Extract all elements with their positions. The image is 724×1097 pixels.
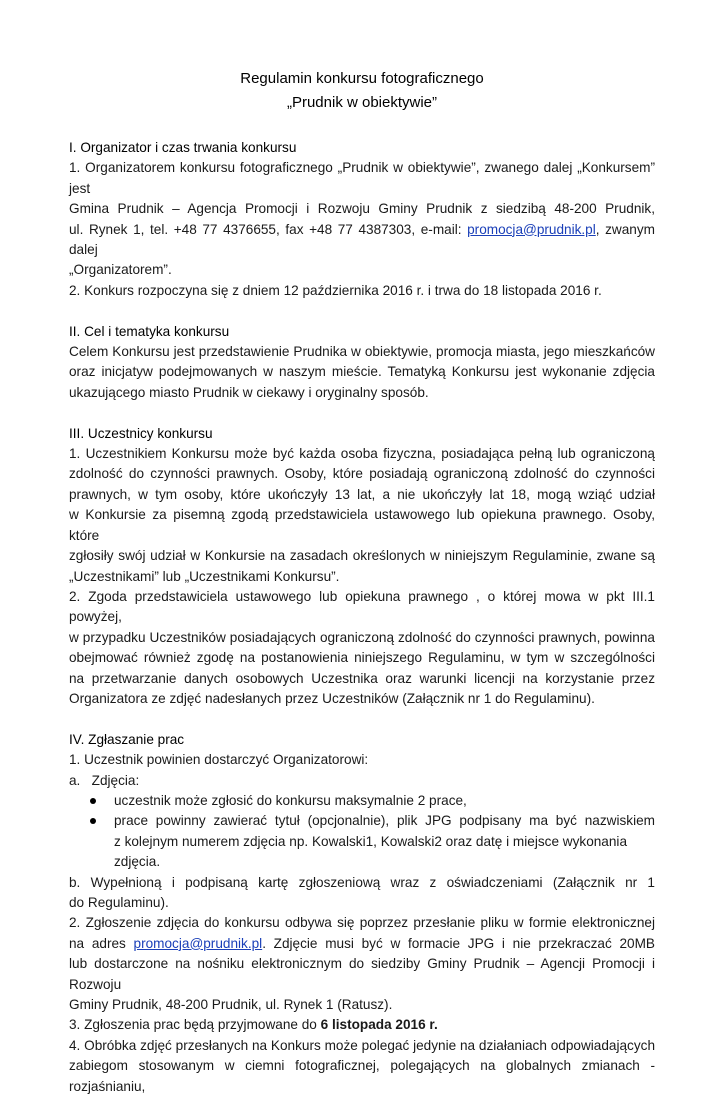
paragraph-line: zdolność do czynności prawnych. Osoby, które posiadają ograniczoną zdolność do czynności <box>69 466 655 482</box>
paragraph-line: b. Wypełnioną i podpisaną kartę zgłoszeniową wraz z oświadczeniami (Załącznik nr 1 <box>69 874 655 890</box>
paragraph-line: 1. Organizatorem konkursu fotograficznego „Prudnik w obiektywie”, zwanego dalej „Konkursem” jest <box>69 160 655 196</box>
email-link[interactable]: promocja@prudnik.pl <box>133 935 263 951</box>
paragraph-line: obejmować również zgodę na postanowienia niniejszego Regulaminu, w tym w szczególności <box>69 650 655 666</box>
section-heading-purpose: II. Cel i tematyka konkursu <box>69 323 230 339</box>
document-subtitle: „Prudnik w obiektywie” <box>286 94 438 111</box>
bullet-text: uczestnik może zgłosić do konkursu maksymalnie 2 prace, <box>114 792 467 808</box>
text-span: , zwanym dalej <box>69 221 655 258</box>
paragraph-line: Gmina Prudnik – Agencja Promocji i Rozwoju Gminy Prudnik z siedzibą 48-200 Prudnik, <box>69 201 655 217</box>
paragraph-line: 2. Zgoda przedstawiciela ustawowego lub opiekuna prawnego , o której mowa w pkt III.1 powyżej, <box>69 588 655 625</box>
paragraph-line: 2. Zgłoszenie zdjęcia do konkursu odbywa się poprzez przesłanie pliku w formie elektronicznej <box>69 915 655 931</box>
paragraph-line: 1. Uczestnikiem Konkursu może być każda osoba fizyczna, posiadająca pełną lub ograniczoną <box>69 446 655 462</box>
paragraph-line <box>69 220 655 261</box>
bullet-item <box>69 791 655 811</box>
paragraph-line: w Konkursie za pisemną zgodą przedstawiciela ustawowego lub opiekuna prawnego. Osoby, które <box>69 507 655 543</box>
paragraph-line: ukazującego miasto Prudnik w ciekawy i oryginalny sposób. <box>69 384 429 400</box>
paragraph-line <box>69 934 655 954</box>
spacer <box>69 301 655 321</box>
list-item-a: a. Zdjęcia: <box>69 772 140 788</box>
document-title: Regulamin konkursu fotograficznego <box>240 70 484 87</box>
bullet-continuation: z kolejnym numerem zdjęcia np. Kowalski1, Kowalski2 oraz datę i miejsce wykonania zdjęcia. <box>114 833 628 870</box>
paragraph-line <box>69 1015 655 1035</box>
paragraph-line: Organizatora ze zdjęć nadesłanych przez Uczestników (Załącznik nr 1 do Regulaminu). <box>69 690 595 706</box>
paragraph-line: „Organizatorem”. <box>69 262 172 278</box>
bullet-icon <box>90 798 96 804</box>
text-span: 3. Zgłoszenia prac będą przyjmowane do <box>69 1017 321 1033</box>
bullet-text: prace powinny zawierać tytuł (opcjonalnie), plik JPG podpisany ma być nazwiskiem <box>114 813 655 829</box>
deadline-date: 6 listopada 2016 r. <box>320 1017 438 1033</box>
paragraph-line: Gminy Prudnik, 48-200 Prudnik, ul. Rynek 1 (Ratusz). <box>69 997 393 1013</box>
paragraph-line: Celem Konkursu jest przedstawienie Prudnika w obiektywie, promocja miasta, jego mieszkańców <box>69 344 655 360</box>
paragraph-line: „Uczestnikami” lub „Uczestnikami Konkursu”. <box>69 568 340 584</box>
document-body <box>69 138 655 1097</box>
paragraph-line: 4. Obróbka zdjęć przesłanych na Konkurs może polegać jedynie na działaniach odpowiadających <box>69 1037 655 1053</box>
section-heading-participants: III. Uczestnicy konkursu <box>69 425 213 441</box>
paragraph-line: zabiegom stosowanym w ciemni fotograficznej, polegających na globalnych zmianach - rozjaśnianiu, <box>69 1058 655 1094</box>
text-span: . Zdjęcie musi być w formacie JPG i nie przekraczać 20MB <box>262 935 655 951</box>
spacer <box>69 403 655 423</box>
paragraph-line: do Regulaminu). <box>69 894 169 910</box>
section-heading-organizer: I. Organizator i czas trwania konkursu <box>69 140 297 155</box>
paragraph-line: w przypadku Uczestników posiadających ograniczoną zdolność do czynności prawnych, powinna <box>69 629 655 645</box>
bullet-item <box>69 811 655 831</box>
paragraph-line: oraz inicjatyw podejmowanych w naszym mieście. Tematyką Konkursu jest wykonanie zdjęcia <box>69 364 655 380</box>
paragraph-line: lub dostarczone na nośniku elektronicznym do siedziby Gminy Prudnik – Agencji Promocji i Rozwoju <box>69 956 655 992</box>
text-span: na adres <box>69 935 134 951</box>
paragraph-line: 1. Uczestnik powinien dostarczyć Organizatorowi: <box>69 752 369 768</box>
paragraph-line: prawnych, w tym osoby, które ukończyły 13 lat, a nie ukończyły lat 18, mogą wziąć udział <box>69 486 655 502</box>
email-link[interactable]: promocja@prudnik.pl <box>467 221 596 237</box>
spacer <box>69 709 655 729</box>
section-heading-submission: IV. Zgłaszanie prac <box>69 731 185 747</box>
paragraph-line: 2. Konkurs rozpoczyna się z dniem 12 października 2016 r. i trwa do 18 listopada 2016 r. <box>69 282 602 298</box>
bullet-icon <box>90 818 96 824</box>
text-span: ul. Rynek 1, tel. +48 77 4376655, fax +48 77 4387303, e-mail: <box>69 221 468 237</box>
paragraph-line: zgłosiły swój udział w Konkursie na zasadach określonych w niniejszym Regulaminie, zwane są <box>69 548 655 564</box>
paragraph-line: na przetwarzanie danych osobowych Uczestnika oraz warunki licencji na korzystanie przez <box>69 670 655 686</box>
